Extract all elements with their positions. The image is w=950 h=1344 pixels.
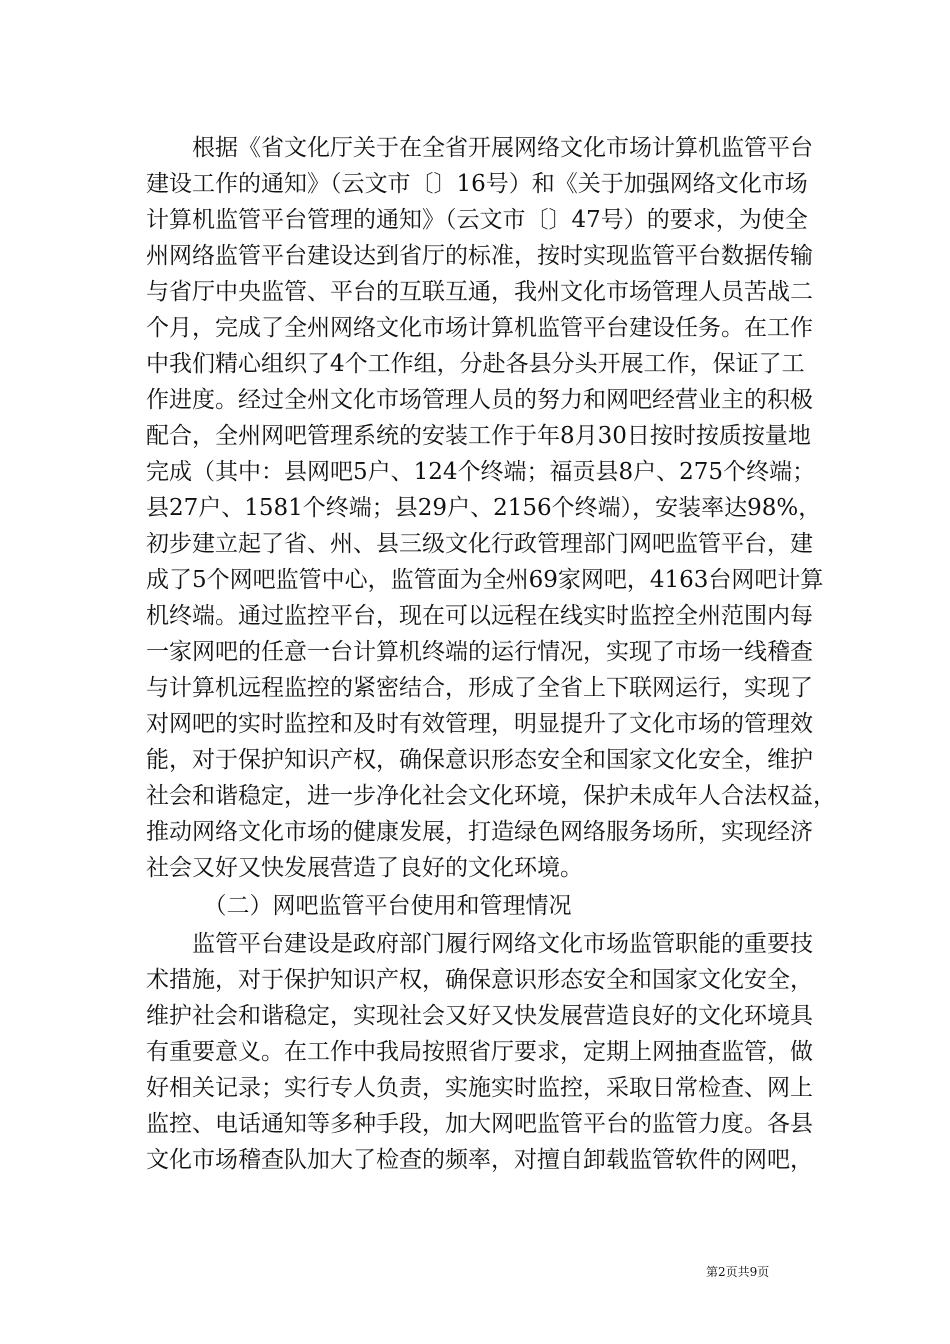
paragraph-1-line: 对网吧的实时监控和及时有效管理，明显提升了文化市场的管理效 <box>146 711 813 737</box>
paragraph-1-line: 中我们精心组织了4个工作组，分赴各县分头开展工作，保证了工 <box>146 351 805 377</box>
paragraph-1-line: 县27户、1581个终端；县29户、2156个终端），安装率达98%， <box>146 495 822 521</box>
paragraph-1-line: 一家网吧的任意一台计算机终端的运行情况，实现了市场一线稽查 <box>146 639 813 665</box>
paragraph-1-line: 推动网络文化市场的健康发展，打造绿色网络服务场所，实现经济 <box>146 819 813 845</box>
paragraph-2-line: 术措施，对于保护知识产权，确保意识形态安全和国家文化安全， <box>146 967 813 993</box>
paragraph-1-line: 机终端。通过监控平台，现在可以远程在线实时监控全州范围内每 <box>146 603 813 629</box>
paragraph-2-line: 监控、电话通知等多种手段，加大网吧监管平台的监管力度。各县 <box>146 1111 813 1137</box>
paragraph-1-line: 与计算机远程监控的紧密结合，形成了全省上下联网运行，实现了 <box>146 675 813 701</box>
paragraph-1-line: 完成（其中：县网吧5户、124个终端；福贡县8户、275个终端； <box>146 459 816 485</box>
paragraph-2-line: 有重要意义。在工作中我局按照省厅要求，定期上网抽查监管，做 <box>146 1039 813 1065</box>
paragraph-2-line: 文化市场稽查队加大了检查的频率，对擅自卸载监管软件的网吧， <box>146 1147 813 1173</box>
paragraph-1-line: 计算机监管平台管理的通知》（云文市〔〕47号）的要求，为使全 <box>146 207 808 233</box>
paragraph-1-line: 根据《省文化厅关于在全省开展网络文化市场计算机监管平台 <box>146 135 813 161</box>
paragraph-1-line: 社会又好又快发展营造了良好的文化环境。 <box>146 855 583 881</box>
paragraph-1-line: 建设工作的通知》（云文市〔〕16号）和《关于加强网络文化市场 <box>146 171 808 197</box>
paragraph-1-line: 能，对于保护知识产权，确保意识形态安全和国家文化安全，维护 <box>146 747 813 773</box>
paragraph-1-line: 配合，全州网吧管理系统的安装工作于年8月30日按时按质按量地 <box>146 423 811 449</box>
paragraph-1-line: 社会和谐稳定，进一步净化社会文化环境，保护未成年人合法权益， <box>146 783 836 809</box>
paragraph-1-line: 与省厅中央监管、平台的互联互通，我州文化市场管理人员苦战二 <box>146 279 813 305</box>
paragraph-1-line: 作进度。经过全州文化市场管理人员的努力和网吧经营业主的积极 <box>146 387 813 413</box>
page-number: 第2页共9页 <box>706 1265 770 1279</box>
paragraph-2-line: 监管平台建设是政府部门履行网络文化市场监管职能的重要技 <box>146 931 813 957</box>
paragraph-1-line: 州网络监管平台建设达到省厅的标准，按时实现监管平台数据传输 <box>146 243 813 269</box>
paragraph-1-line: 成了5个网吧监管中心，监管面为全州69家网吧，4163台网吧计算 <box>146 567 824 593</box>
paragraph-2-line: 维护社会和谐稳定，实现社会又好又快发展营造良好的文化环境具 <box>146 1003 813 1029</box>
paragraph-1-line: 初步建立起了省、州、县三级文化行政管理部门网吧监管平台，建 <box>146 531 813 557</box>
section-heading: （二）网吧监管平台使用和管理情况 <box>146 893 572 919</box>
paragraph-2-line: 好相关记录；实行专人负责，实施实时监控，采取日常检查、网上 <box>146 1075 813 1101</box>
paragraph-1-line: 个月，完成了全州网络文化市场计算机监管平台建设任务。在工作 <box>146 315 813 341</box>
